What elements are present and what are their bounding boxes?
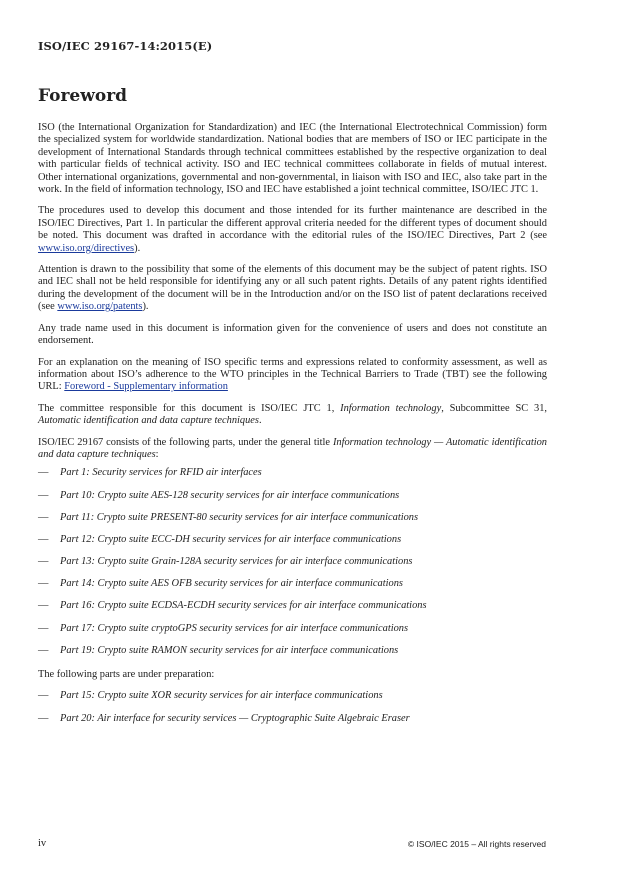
italic-text: Information technology — Automatic identification and data capture techniques — [38, 436, 547, 460]
paragraph-organizations: ISO (the International Organization for Standardization) and IEC (the International Electrotechnical Commission) form the specialized system for worldwide standardization. National bodies that are members of ISO or IEC participate in the development of International Standards through technical committees established by the respective organization to deal with particular fields of technical activity. ISO and IEC technical committees collaborate in fields of mutual interest. Other international organizations, governmental and non-governmental, in liaison with ISO and IEC, also take part in the work. In the field of information technology, ISO and IEC have established a joint technical committee, ISO/IEC JTC 1. — [38, 122, 547, 196]
dash-bullet: — — [38, 533, 49, 545]
dash-bullet: — — [38, 712, 49, 724]
paragraph-parts-intro — [38, 437, 547, 462]
dash-bullet: — — [38, 511, 49, 523]
paragraph-prep-intro: The following parts are under preparation: — [38, 669, 215, 681]
list-item — [38, 600, 547, 622]
paragraph-text: ). — [142, 301, 149, 313]
list-item — [38, 645, 547, 667]
directives-link[interactable]: www.iso.org/directives — [38, 242, 135, 254]
paragraph-procedures — [38, 205, 547, 255]
dash-bullet: — — [38, 622, 49, 634]
paragraph-patents — [38, 264, 547, 314]
paragraph-text: : — [155, 448, 159, 460]
dash-bullet: — — [38, 578, 49, 590]
list-item — [38, 623, 547, 645]
paragraph-text: ISO/IEC 29167 consists of the following parts, under the general title — [38, 436, 333, 448]
paragraph-text: ). — [134, 242, 141, 254]
list-item-text: Part 19: Crypto suite RAMON security services for air interface communications — [60, 644, 399, 656]
list-item — [38, 713, 547, 735]
list-item-text: Part 1: Security services for RFID air interfaces — [60, 467, 262, 479]
list-item-text: Part 17: Crypto suite cryptoGPS security services for air interface communications — [60, 622, 409, 634]
dash-bullet: — — [38, 690, 49, 702]
paragraph-conformity — [38, 357, 547, 394]
foreword-body — [38, 122, 547, 735]
list-item-text: Part 12: Crypto suite ECC-DH security services for air interface communications — [60, 533, 402, 545]
dash-bullet: — — [38, 556, 49, 568]
list-item-text: Part 13: Crypto suite Grain-128A security services for air interface communications — [60, 556, 413, 568]
list-item-text: Part 10: Crypto suite AES-128 security services for air interface communications — [60, 489, 400, 501]
copyright-notice: © ISO/IEC 2015 – All rights reserved — [407, 839, 546, 849]
list-item — [38, 578, 547, 600]
italic-text: Automatic identification and data capture techniques — [38, 415, 259, 427]
paragraph-text: , Subcommittee SC 31, — [441, 402, 547, 414]
supplementary-info-link[interactable]: Foreword - Supplementary information — [64, 381, 228, 393]
page-number: iv — [38, 838, 47, 849]
list-item-text: Part 16: Crypto suite ECDSA-ECDH security services for air interface communications — [60, 600, 427, 612]
list-item — [38, 556, 547, 578]
list-item-text: Part 11: Crypto suite PRESENT-80 security services for air interface communications — [60, 511, 419, 523]
paragraph-text: For an explanation on the meaning of ISO specific terms and expressions related to conformity assessment, as well as information about ISO’s adherence to the WTO principles in the Technical Barriers to Trade (TBT) see the following URL: — [38, 356, 547, 393]
list-item — [38, 512, 547, 534]
dash-bullet: — — [38, 644, 49, 656]
dash-bullet: — — [38, 489, 49, 501]
paragraph-text: Attention is drawn to the possibility that some of the elements of this document may be the subject of patent rights. ISO and IEC shall not be held responsible for identifying any or all such patent rights. Details of any patent rights identified during the development of the document will be in the Introduction and/or on the ISO list of patent declarations received (see — [38, 264, 547, 313]
list-item-text: Part 15: Crypto suite XOR security services for air interface communications — [60, 690, 383, 702]
list-item-text: Part 20: Air interface for security services — Cryptographic Suite Algebraic Eraser — [60, 712, 410, 724]
paragraph-text: . — [258, 415, 262, 427]
paragraph-text: The committee responsible for this document is ISO/IEC JTC 1, — [38, 402, 341, 414]
list-item-text: Part 14: Crypto suite AES OFB security services for air interface communications — [60, 578, 403, 590]
list-item — [38, 490, 547, 512]
paragraph-trade-name: Any trade name used in this document is information given for the convenience of users and does not constitute an endorsement. — [38, 322, 547, 347]
prep-parts-list — [38, 690, 547, 734]
paragraph-text: The procedures used to develop this document and those intended for its further maintenance are described in the ISO/IEC Directives, Part 1. In particular the different approval criteria needed for the different types of document should be noted. This document was drafted in accordance with the editorial rules of the ISO/IEC Directives, Part 2 (see — [38, 205, 547, 242]
document-id: ISO/IEC 29167-14:2015(E) — [38, 39, 213, 53]
paragraph-committee — [38, 403, 547, 428]
list-item — [38, 534, 547, 556]
parts-list — [38, 467, 547, 667]
dash-bullet: — — [38, 467, 49, 479]
list-item — [38, 690, 547, 712]
list-item — [38, 467, 547, 489]
patents-link[interactable]: www.iso.org/patents — [57, 301, 143, 313]
page-title: Foreword — [38, 86, 128, 106]
dash-bullet: — — [38, 600, 49, 612]
italic-text: Information technology — [340, 402, 442, 414]
